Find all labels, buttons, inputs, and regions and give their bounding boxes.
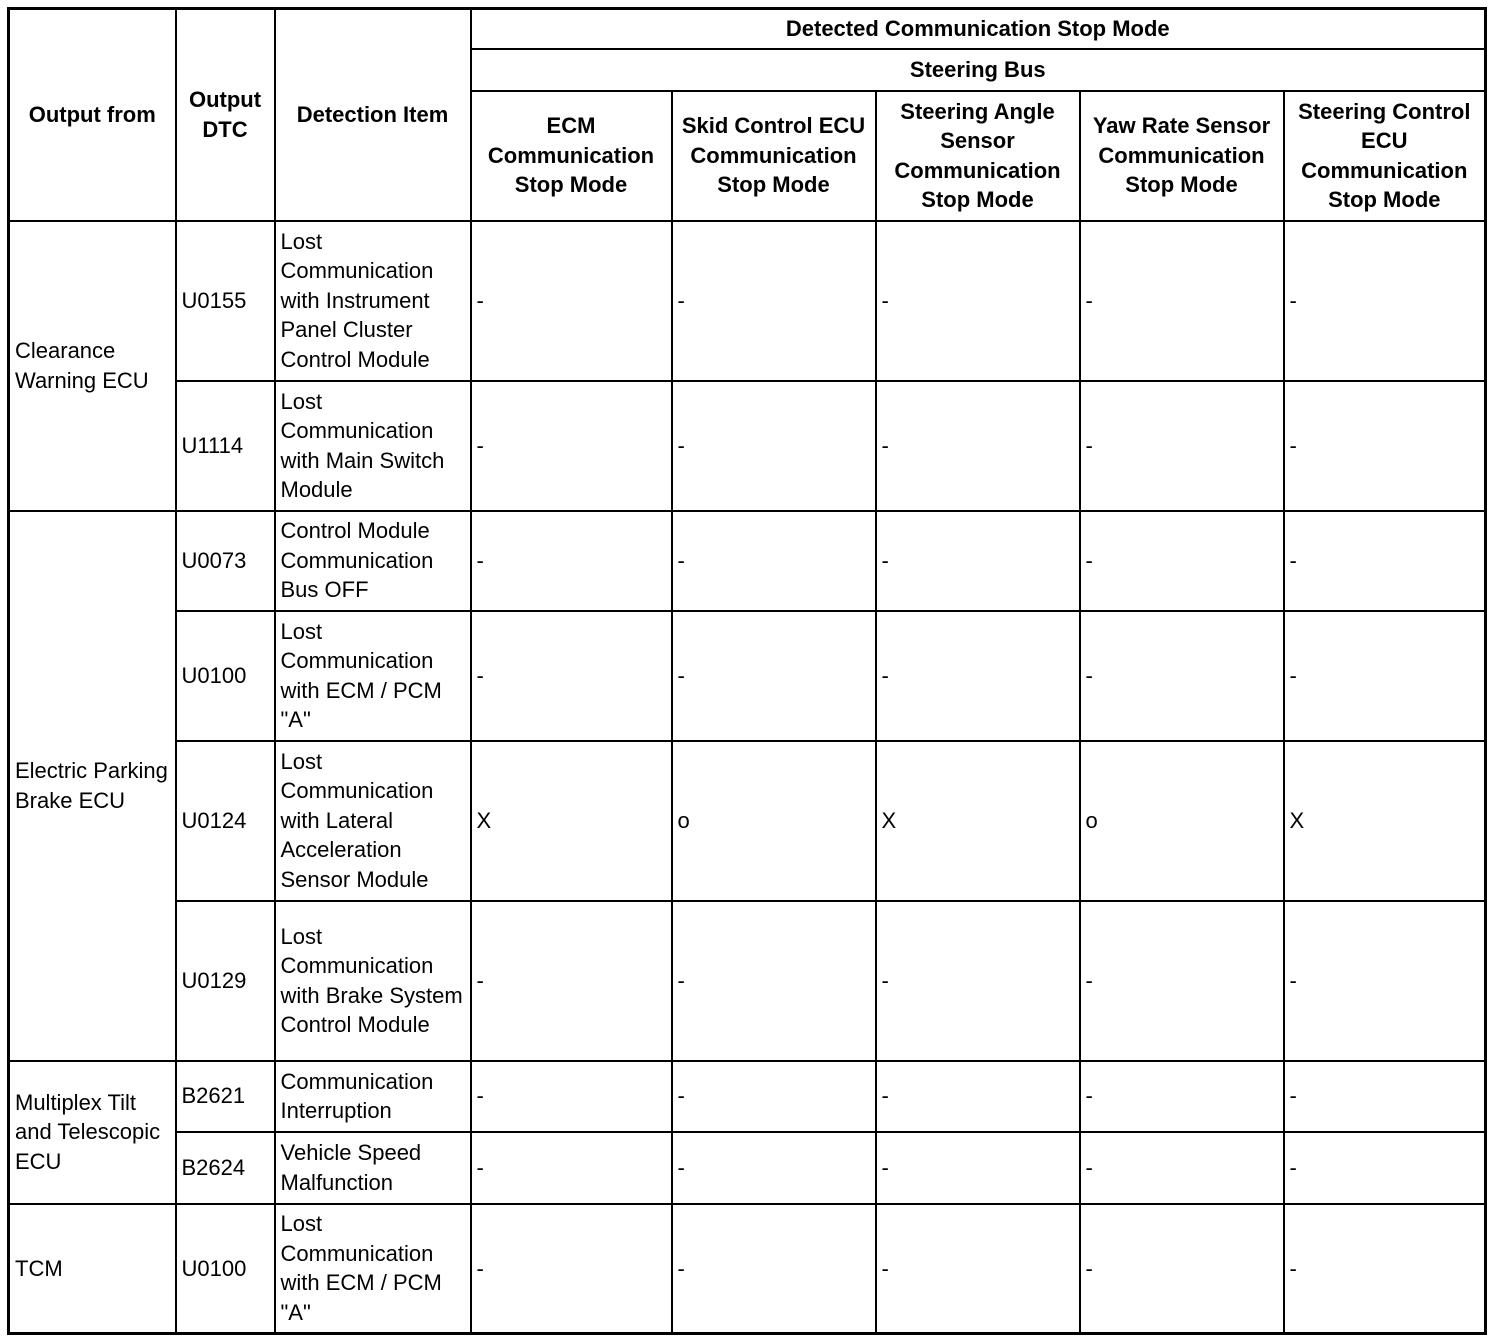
dtc-cell: U0124 [176, 741, 275, 901]
mode-value-cell: - [471, 381, 672, 511]
header-mode: Skid Control ECU Communication Stop Mode [672, 91, 876, 221]
mode-value-cell: - [876, 221, 1080, 381]
mode-value-cell: - [1080, 381, 1284, 511]
header-mode: Steering Control ECU Communication Stop Mode [1284, 91, 1486, 221]
table-row [9, 1204, 1486, 1334]
detection-item-cell: Lost Communication with Instrument Panel Cluster Control Module [275, 221, 471, 381]
table-row [9, 901, 1486, 1061]
mode-value-cell: X [471, 741, 672, 901]
table-row [9, 1061, 1486, 1132]
mode-value-cell: - [876, 1061, 1080, 1132]
mode-value-cell: - [672, 1061, 876, 1132]
mode-value-cell: - [672, 1132, 876, 1204]
header-mode: Yaw Rate Sensor Communication Stop Mode [1080, 91, 1284, 221]
header-group: Detected Communication Stop Mode [471, 9, 1486, 49]
mode-value-cell: - [672, 381, 876, 511]
mode-value-cell: X [1284, 741, 1486, 901]
detection-item-cell: Lost Communication with ECM / PCM "A" [275, 611, 471, 741]
mode-value-cell: - [672, 1204, 876, 1334]
mode-value-cell: - [1080, 611, 1284, 741]
dtc-cell: U0155 [176, 221, 275, 381]
mode-value-cell: - [471, 221, 672, 381]
mode-value-cell: - [1284, 1204, 1486, 1334]
dtc-cell: U0073 [176, 511, 275, 611]
detection-item-cell: Control Module Communication Bus OFF [275, 511, 471, 611]
output-from-cell: Electric Parking Brake ECU [9, 511, 176, 1061]
header-output-dtc: Output DTC [176, 9, 275, 221]
dtc-cell: B2624 [176, 1132, 275, 1204]
detection-item-cell: Lost Communication with ECM / PCM "A" [275, 1204, 471, 1334]
mode-value-cell: - [1080, 1061, 1284, 1132]
dtc-cell: U0129 [176, 901, 275, 1061]
mode-value-cell: - [672, 901, 876, 1061]
mode-value-cell: - [876, 381, 1080, 511]
table-row [9, 511, 1486, 611]
header-detection-item: Detection Item [275, 9, 471, 221]
table-row [9, 611, 1486, 741]
mode-value-cell: - [1284, 1132, 1486, 1204]
mode-value-cell: - [672, 611, 876, 741]
mode-value-cell: - [1284, 511, 1486, 611]
header-mode: ECM Communication Stop Mode [471, 91, 672, 221]
mode-value-cell: - [1284, 381, 1486, 511]
mode-value-cell: o [672, 741, 876, 901]
mode-value-cell: - [876, 901, 1080, 1061]
table-row [9, 221, 1486, 381]
mode-value-cell: - [672, 221, 876, 381]
mode-value-cell: - [876, 1204, 1080, 1334]
table-row [9, 381, 1486, 511]
mode-value-cell: - [471, 611, 672, 741]
table-row [9, 741, 1486, 901]
mode-value-cell: - [471, 1204, 672, 1334]
detection-item-cell: Lost Communication with Lateral Acceleration Sensor Module [275, 741, 471, 901]
mode-value-cell: - [1284, 901, 1486, 1061]
mode-value-cell: - [1080, 511, 1284, 611]
mode-value-cell: - [1080, 901, 1284, 1061]
output-from-cell: TCM [9, 1204, 176, 1334]
mode-value-cell: - [1080, 221, 1284, 381]
header-mode: Steering Angle Sensor Communication Stop Mode [876, 91, 1080, 221]
table-row [9, 1132, 1486, 1204]
detection-item-cell: Communication Interruption [275, 1061, 471, 1132]
mode-value-cell: - [471, 1061, 672, 1132]
mode-value-cell: - [876, 511, 1080, 611]
mode-value-cell: - [471, 901, 672, 1061]
dtc-cell: U0100 [176, 611, 275, 741]
dtc-cell: B2621 [176, 1061, 275, 1132]
mode-value-cell: - [876, 611, 1080, 741]
mode-value-cell: - [471, 1132, 672, 1204]
output-from-cell: Clearance Warning ECU [9, 221, 176, 511]
dtc-cell: U0100 [176, 1204, 275, 1334]
output-from-cell: Multiplex Tilt and Telescopic ECU [9, 1061, 176, 1204]
mode-value-cell: o [1080, 741, 1284, 901]
mode-value-cell: X [876, 741, 1080, 901]
mode-value-cell: - [876, 1132, 1080, 1204]
detection-item-cell: Lost Communication with Brake System Control Module [275, 901, 471, 1061]
mode-value-cell: - [1284, 611, 1486, 741]
dtc-cell: U1114 [176, 381, 275, 511]
header-bus: Steering Bus [471, 49, 1486, 91]
mode-value-cell: - [1080, 1204, 1284, 1334]
dtc-table [7, 7, 1487, 1335]
detection-item-cell: Vehicle Speed Malfunction [275, 1132, 471, 1204]
mode-value-cell: - [1284, 221, 1486, 381]
mode-value-cell: - [1080, 1132, 1284, 1204]
mode-value-cell: - [672, 511, 876, 611]
mode-value-cell: - [471, 511, 672, 611]
mode-value-cell: - [1284, 1061, 1486, 1132]
header-output-from: Output from [9, 9, 176, 221]
detection-item-cell: Lost Communication with Main Switch Module [275, 381, 471, 511]
